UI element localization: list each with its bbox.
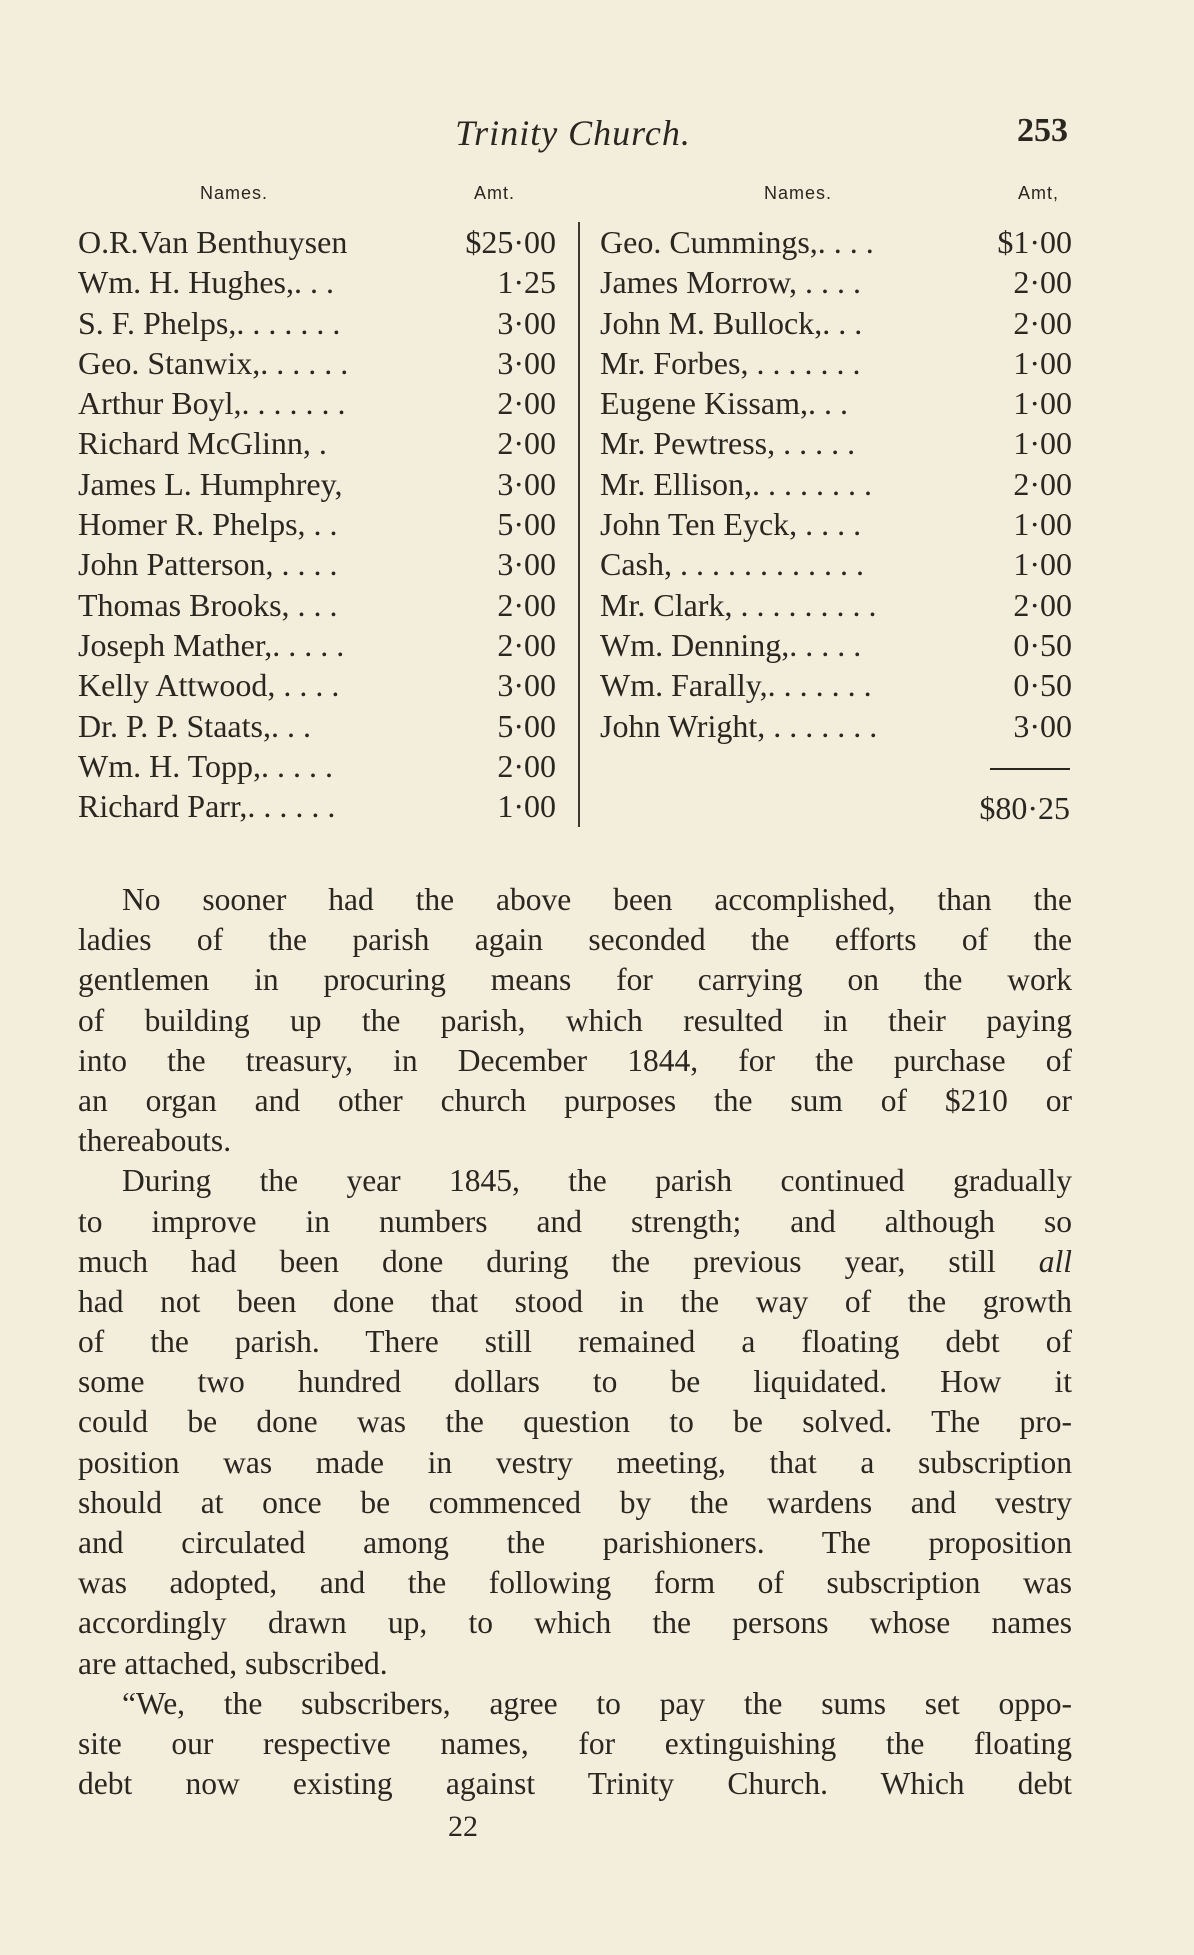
subscriber-amount: 2·00 <box>1013 465 1072 502</box>
subscriber-name: Wm. Farally,. . . . . . . <box>600 667 872 704</box>
text-line-content: of building up the parish, which resulted in their paying <box>78 1002 1072 1038</box>
amt-header-right: Amt, <box>1018 183 1060 203</box>
subscriber-name: O.R.Van Benthuysen <box>78 224 348 260</box>
subscriber-name: Richard Parr,. . . . . . <box>78 788 336 825</box>
subscriber-amount: 1·25 <box>497 264 556 301</box>
subscriber-list-right <box>600 222 1072 746</box>
text-line <box>78 1644 1072 1684</box>
list-item <box>600 544 1072 584</box>
text-line <box>78 1764 1072 1804</box>
column-divider <box>578 222 580 827</box>
text-line-content: of the parish. There still remained a floating debt of <box>78 1324 1072 1360</box>
subscriber-name: Thomas Brooks, . . . <box>78 586 338 623</box>
list-item <box>78 262 556 302</box>
text-line-content: much had been done during the previous year, still <box>78 1243 996 1279</box>
emphasis: all <box>1038 1243 1072 1279</box>
subscriber-name: Richard McGlinn, . <box>78 425 327 462</box>
subscriber-amount: 2·00 <box>1013 304 1072 341</box>
subscriber-name: Geo. Cummings,. . . . <box>600 224 874 260</box>
text-line-content: should at once be commenced by the wardens and vestry <box>78 1484 1072 1520</box>
text-line <box>78 1603 1072 1643</box>
subscriber-amount: 2·00 <box>497 747 556 784</box>
text-line <box>78 1402 1072 1442</box>
subscriber-amount: 3·00 <box>497 546 556 583</box>
text-line-content: an organ and other church purposes the sum of $210 or <box>78 1082 1072 1118</box>
list-item <box>600 585 1072 625</box>
text-line <box>78 1443 1072 1483</box>
list-item <box>600 222 1072 262</box>
text-line-content: could be done was the question to be solved. The pro- <box>78 1404 1072 1440</box>
subscriber-name: S. F. Phelps,. . . . . . . <box>78 304 341 341</box>
list-item <box>78 544 556 584</box>
subscriber-amount: 5·00 <box>497 707 556 744</box>
list-item <box>600 504 1072 544</box>
subscriber-name: James Morrow, . . . . <box>600 264 861 301</box>
text-line-content: gentlemen in procuring means for carrying on the work <box>78 962 1072 998</box>
list-item <box>600 262 1072 302</box>
names-header-left: Names. <box>200 183 269 203</box>
text-line <box>78 1282 1072 1322</box>
list-item <box>600 423 1072 463</box>
list-item <box>78 585 556 625</box>
list-item <box>600 706 1072 746</box>
subscriber-amount: 1·00 <box>1013 385 1072 422</box>
subscriber-amount: 2·00 <box>497 586 556 623</box>
text-line <box>78 1081 1072 1121</box>
page-title: Trinity Church. <box>455 113 691 153</box>
amt-header-left: Amt. <box>474 183 516 203</box>
subscriber-amount: 0·50 <box>1013 667 1072 704</box>
text-line-content: thereabouts. <box>78 1123 232 1159</box>
text-line <box>78 880 1072 920</box>
signature-mark: 22 <box>448 1810 478 1843</box>
list-item <box>600 665 1072 705</box>
text-line-content: During the year 1845, the parish continued gradually <box>122 1163 1072 1199</box>
list-item <box>78 343 556 383</box>
subscriber-amount: 0·50 <box>1013 626 1072 663</box>
subscriber-name: Geo. Stanwix,. . . . . . <box>78 344 349 381</box>
list-item <box>600 383 1072 423</box>
subscriber-amount: 3·00 <box>497 465 556 502</box>
subscriber-amount: 2·00 <box>497 385 556 422</box>
subscriber-list-left <box>78 222 556 826</box>
subscriber-name: John Patterson, . . . . <box>78 546 338 583</box>
sum-rule <box>990 768 1070 770</box>
list-item <box>600 464 1072 504</box>
subscriber-name: Wm. H. Hughes,. . . <box>78 264 334 301</box>
subscriber-name: Mr. Forbes, . . . . . . . <box>600 344 861 381</box>
subscriber-name: Mr. Pewtress, . . . . . <box>600 425 856 462</box>
list-item <box>78 222 556 262</box>
list-item <box>78 706 556 746</box>
list-item <box>600 625 1072 665</box>
subscriber-name: Wm. H. Topp,. . . . . <box>78 747 333 784</box>
body-text <box>78 880 1072 1804</box>
subscriber-name: Cash, . . . . . . . . . . . . <box>600 546 864 583</box>
subscriber-amount: 2·00 <box>1013 264 1072 301</box>
subscriber-amount: 2·00 <box>1013 586 1072 623</box>
subscriber-name: Mr. Ellison,. . . . . . . . <box>600 465 873 502</box>
text-line <box>78 1684 1072 1724</box>
text-line <box>78 1121 1072 1161</box>
subscriber-amount: $1·00 <box>997 224 1072 260</box>
text-line-content: to improve in numbers and strength; and although so <box>78 1203 1072 1239</box>
text-line <box>78 1242 1072 1282</box>
subscriber-name: John M. Bullock,. . . <box>600 304 863 341</box>
text-line-content: had not been done that stood in the way of the growth <box>78 1283 1072 1319</box>
text-line-content: accordingly drawn up, to which the persons whose names <box>78 1605 1072 1641</box>
subscriber-name: Arthur Boyl,. . . . . . . <box>78 385 346 422</box>
list-item <box>600 343 1072 383</box>
subscriber-name: Wm. Denning,. . . . . <box>600 626 862 663</box>
subscriber-amount: 2·00 <box>497 626 556 663</box>
subscriber-amount: 2·00 <box>497 425 556 462</box>
subscriber-name: Homer R. Phelps, . . <box>78 506 338 543</box>
subscriber-amount: 3·00 <box>497 344 556 381</box>
subscriber-name: Mr. Clark, . . . . . . . . . <box>600 586 877 623</box>
subscriber-amount: 1·00 <box>1013 425 1072 462</box>
text-line <box>78 1202 1072 1242</box>
text-line <box>78 1563 1072 1603</box>
text-line-content: “We, the subscribers, agree to pay the sums set oppo- <box>122 1685 1072 1721</box>
text-line <box>78 1724 1072 1764</box>
list-item <box>78 464 556 504</box>
subscriber-amount: 3·00 <box>497 304 556 341</box>
subscriber-name: John Ten Eyck, . . . . <box>600 506 862 543</box>
text-line-content: into the treasury, in December 1844, for the purchase of <box>78 1042 1072 1078</box>
text-line-content: position was made in vestry meeting, that a subscription <box>78 1444 1072 1480</box>
subscriber-name: Eugene Kissam,. . . <box>600 385 848 422</box>
list-item <box>78 746 556 786</box>
text-line-content: site our respective names, for extinguishing the floating <box>78 1725 1072 1761</box>
subscriber-name: Joseph Mather,. . . . . <box>78 626 345 663</box>
list-item <box>78 504 556 544</box>
subscriber-amount: 1·00 <box>497 788 556 825</box>
text-line <box>78 1362 1072 1402</box>
list-item <box>600 303 1072 343</box>
subscriber-amount: 3·00 <box>497 667 556 704</box>
text-line-content: and circulated among the parishioners. The proposition <box>78 1525 1072 1560</box>
text-line <box>78 920 1072 960</box>
subscriber-amount: 5·00 <box>497 506 556 543</box>
list-item <box>78 786 556 826</box>
subscriber-name: John Wright, . . . . . . . <box>600 707 878 744</box>
list-item <box>78 625 556 665</box>
text-line <box>78 1322 1072 1362</box>
text-line-content: are attached, subscribed. <box>78 1645 388 1681</box>
subscriber-amount: 1·00 <box>1013 344 1072 381</box>
names-header-right: Names. <box>764 183 833 203</box>
subscriber-amount: 3·00 <box>1013 707 1072 744</box>
subscriber-name: Dr. P. P. Staats,. . . <box>78 707 311 744</box>
subscriber-name: Kelly Attwood, . . . . <box>78 667 340 704</box>
subscriber-amount: $25·00 <box>465 224 556 260</box>
list-item <box>78 303 556 343</box>
text-line-content: ladies of the parish again seconded the efforts of the <box>78 922 1072 958</box>
list-item <box>78 383 556 423</box>
subscriber-name: James L. Humphrey, <box>78 465 343 502</box>
running-head <box>78 112 1068 160</box>
text-line <box>78 1161 1072 1201</box>
text-line <box>78 1483 1072 1523</box>
text-line <box>78 1041 1072 1081</box>
list-item <box>78 665 556 705</box>
list-item <box>78 423 556 463</box>
text-line <box>78 960 1072 1000</box>
subscriber-amount: 1·00 <box>1013 546 1072 583</box>
text-line <box>78 1001 1072 1041</box>
text-line-content: No sooner had the above been accomplished, than the <box>122 882 1072 917</box>
text-line-content: debt now existing against Trinity Church. Which debt <box>78 1766 1072 1802</box>
sum-total: $80·25 <box>979 790 1070 826</box>
page-number: 253 <box>1017 112 1068 149</box>
text-line-content: some two hundred dollars to be liquidated. How it <box>78 1364 1072 1400</box>
text-line <box>78 1523 1072 1563</box>
text-line-content: was adopted, and the following form of subscription was <box>78 1565 1072 1601</box>
subscriber-amount: 1·00 <box>1013 506 1072 543</box>
